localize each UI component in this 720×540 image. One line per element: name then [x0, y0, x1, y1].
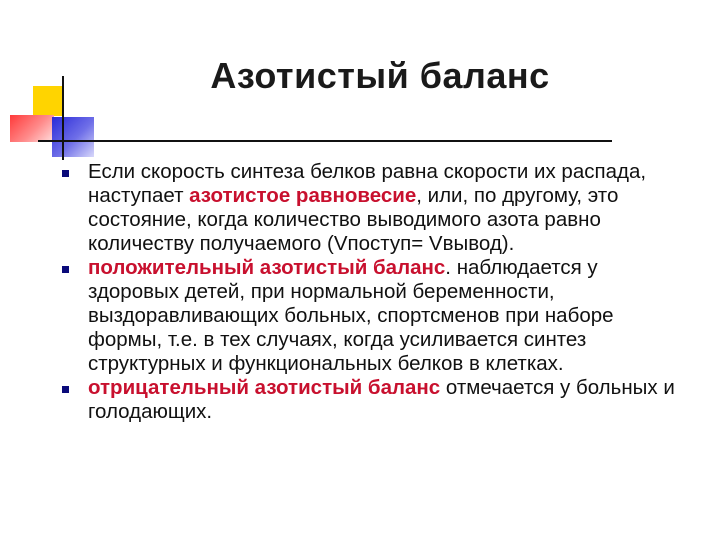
title-underline [38, 140, 612, 142]
bullet-marker-icon [62, 170, 69, 177]
bullet-highlight: отрицательный азотистый баланс [88, 376, 441, 399]
ornament-red-square [10, 115, 54, 142]
ornament-blue-square [52, 117, 94, 157]
ornament-yellow-square [33, 86, 63, 116]
bullet-highlight: положительный азотистый баланс [88, 256, 446, 279]
bullet-marker-icon [62, 266, 69, 273]
bullet-item [62, 256, 682, 376]
bullet-text: , или, по другому, это состояние, когда количество выводимого азота равно количеству получаемого (Vпоступ= Vвывод). [88, 184, 619, 255]
bullet-text: . наблюдается у здоровых детей, при нормальной беременности, выздоравливающих больных, спортсменов при наборе формы, т.е. в тех случаях, когда усиливается синтез структурных и функциональных белков в клетках. [88, 256, 614, 375]
bullet-list [62, 160, 682, 424]
slide-title: Азотистый баланс [210, 55, 550, 96]
bullet-item [62, 160, 682, 256]
bullet-marker-icon [62, 386, 69, 393]
ornament-vertical-line [62, 76, 64, 160]
bullet-highlight: азотистое равновесие [189, 184, 417, 207]
bullet-text: отмечается у больных и голодающих. [88, 376, 675, 423]
bullet-item [62, 376, 682, 424]
bullet-text: Если скорость синтеза белков равна скорости их распада, наступает [88, 160, 647, 207]
